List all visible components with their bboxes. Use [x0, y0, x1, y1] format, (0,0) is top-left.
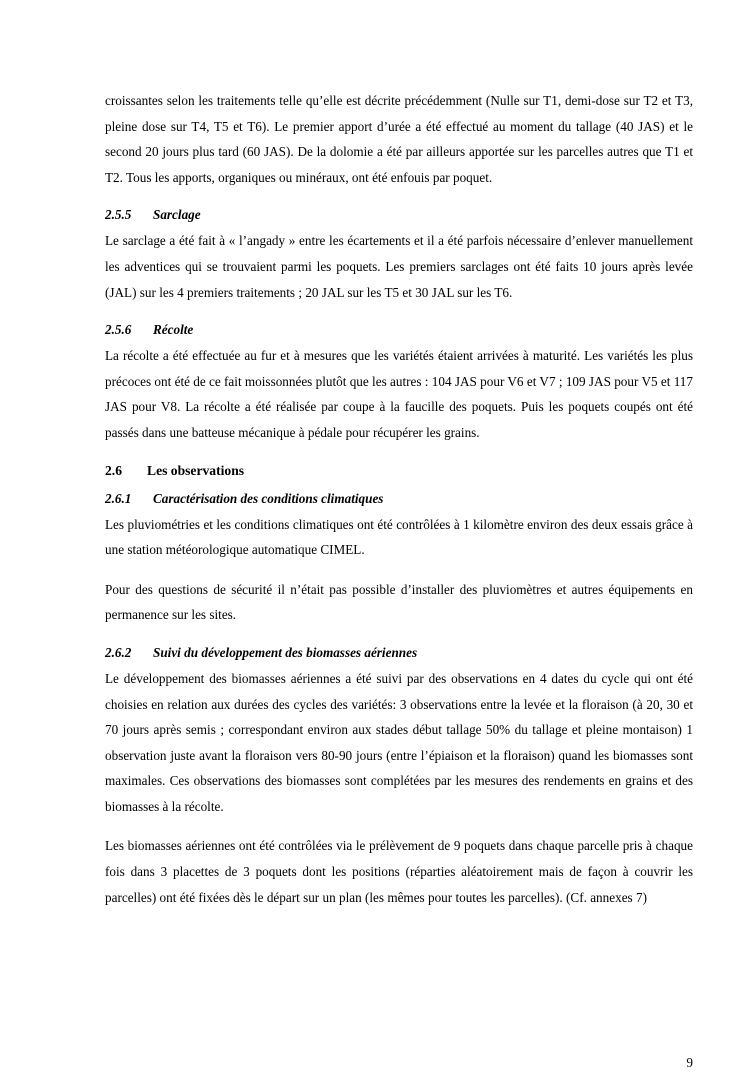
heading-2-6-2-title: Suivi du développement des biomasses aériennes — [153, 644, 418, 660]
heading-2-6-1 — [105, 488, 693, 510]
heading-2-5-5-number: 2.5.5 — [105, 207, 132, 223]
paragraph-climat-1: Les pluviométries et les conditions climatiques ont été contrôlées à 1 kilomètre environ des deux essais grâce à une station météorologique automatique CIMEL. — [105, 516, 693, 558]
heading-2-5-6 — [105, 319, 693, 341]
page-content — [105, 88, 693, 1070]
heading-2-5-5-title: Sarclage — [153, 207, 201, 223]
paragraph-intro: croissantes selon les traitements telle qu’elle est décrite précédemment (Nulle sur T1, demi-dose sur T2 et T3, pleine dose sur T4, T5 et T6). Le premier apport d’urée a été effectué au moment du tallage (40 JAS) et le second 20 jours plus tard (60 JAS). De la dolomie a été par ailleurs apportée sur les parcelles autres que T1 et T2. Tous les apports, organiques ou minéraux, ont été enfouis par poquet. — [105, 93, 693, 185]
heading-2-5-6-title: Récolte — [153, 322, 194, 338]
paragraph-recolte: La récolte a été effectuée au fur et à mesures que les variétés étaient arrivées à maturité. Les variétés les plus précoces ont été de ce fait moissonnées plutôt que les autres : 104 JAS pour V6 et V7 ; 109 JAS pour V5 et 117 JAS pour V8. La récolte a été réalisée par coupe à la faucille des poquets. Puis les poquets coupés ont été passés dans une batteuse mécanique à pédale pour récupérer les grains. — [105, 348, 693, 440]
heading-2-6 — [105, 460, 693, 482]
heading-2-5-5 — [105, 204, 693, 226]
paragraph-sarclage: Le sarclage a été fait à « l’angady » entre les écartements et il a été parfois nécessaire d’enlever manuellement les adventices qui se trouvaient parmi les poquets. Les premiers sarclages ont été faits 10 jours après levée (JAL) sur les 4 premiers traitements ; 20 JAL sur les T5 et 30 JAL sur les T6. — [105, 233, 693, 300]
heading-2-6-number: 2.6 — [105, 462, 122, 478]
heading-2-6-1-title: Caractérisation des conditions climatiques — [153, 490, 384, 506]
paragraph-biomasse-2: Les biomasses aériennes ont été contrôlées via le prélèvement de 9 poquets dans chaque parcelle pris à chaque fois dans 3 placettes de 3 poquets dont les positions (réparties aléatoirement mais de façon à couvrir les parcelles) ont été fixées dès le départ sur un plan (les mêmes pour toutes les parcelles). (Cf. annexes 7) — [105, 838, 693, 905]
heading-2-5-6-number: 2.5.6 — [105, 322, 132, 338]
page-number: 9 — [686, 1055, 693, 1070]
heading-2-6-title: Les observations — [147, 462, 245, 478]
heading-2-6-2 — [105, 642, 693, 664]
heading-2-6-1-number: 2.6.1 — [105, 490, 132, 506]
heading-2-6-2-number: 2.6.2 — [105, 644, 132, 660]
paragraph-biomasse-1: Le développement des biomasses aériennes a été suivi par des observations en 4 dates du cycle qui ont été choisies en relation aux durées des cycles des variétés: 3 observations entre la levée et la floraison (à 20, 30 et 70 jours après semis ; correspondant environ aux stades début tallage 50% du tallage et pleine montaison) 1 observation juste avant la floraison vers 80-90 jours (entre l’épiaison et la floraison) quand les biomasses sont maximales. Ces observations des biomasses sont complétées par les mesures des rendements en grains et des biomasses à la récolte. — [105, 670, 693, 814]
paragraph-climat-2: Pour des questions de sécurité il n’était pas possible d’installer des pluviomètres et autres équipements en permanence sur les sites. — [105, 581, 693, 623]
